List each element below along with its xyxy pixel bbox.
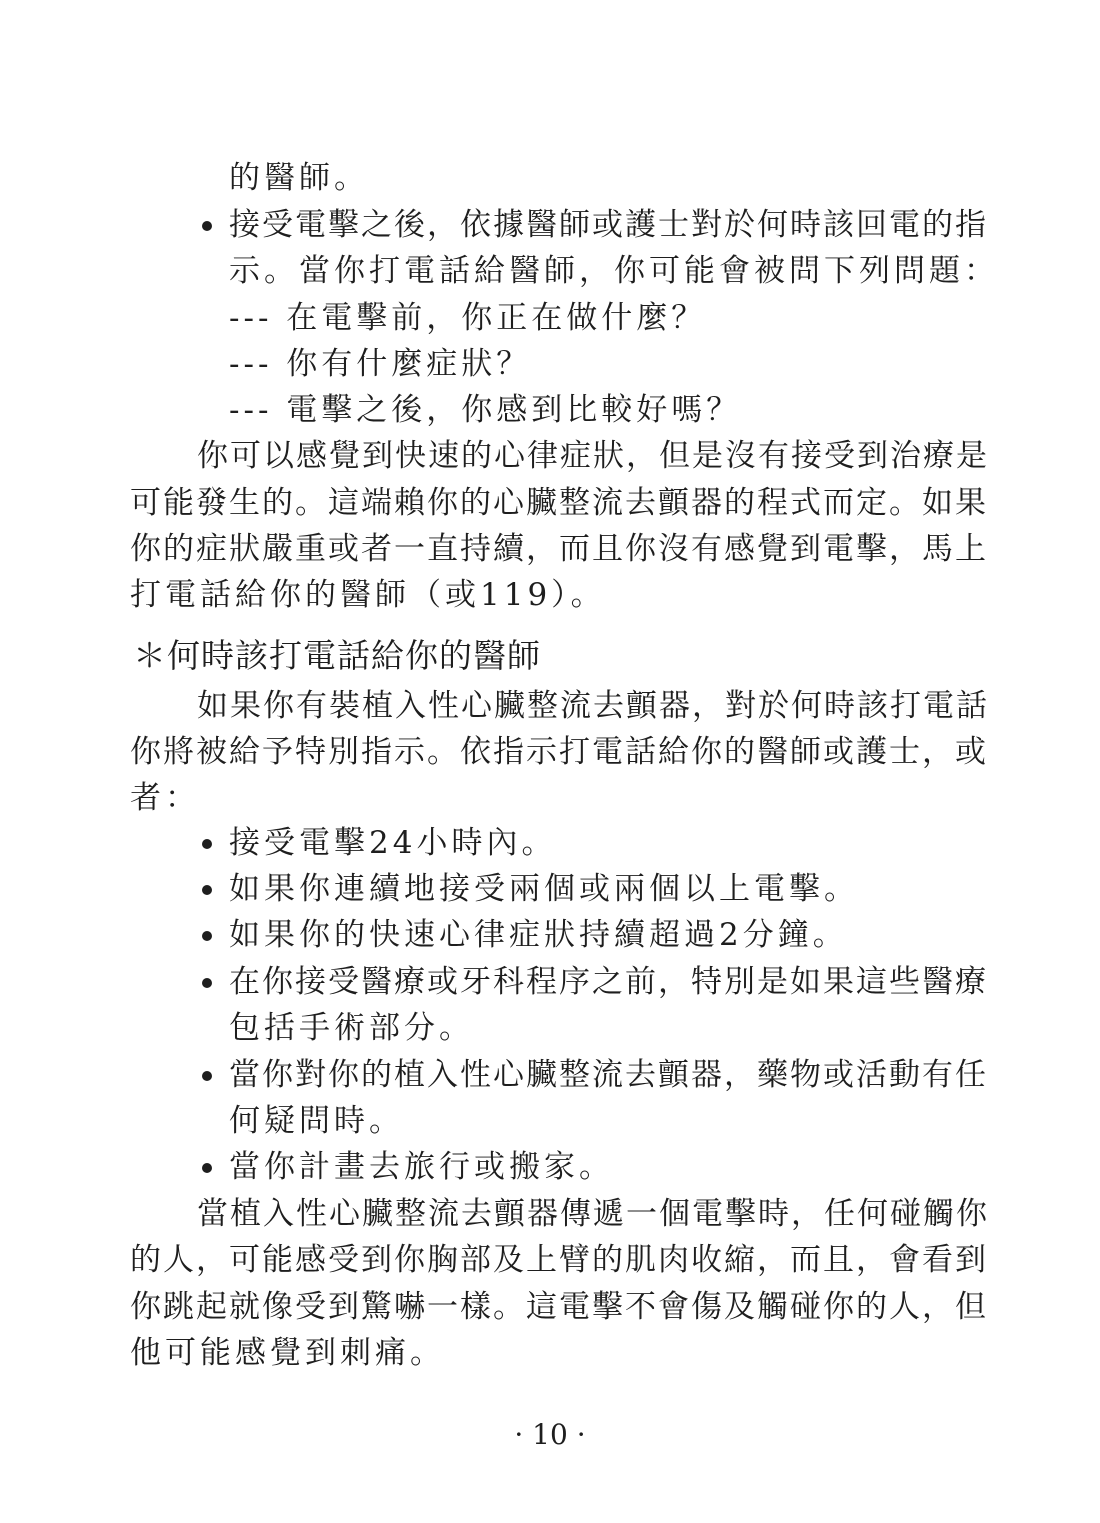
paragraph-line: 你的症狀嚴重或者一直持續，而且你沒有感覺到電擊，馬上 (130, 531, 988, 567)
paragraph-line: 你可以感覺到快速的心律症狀，但是沒有接受到治療是 (197, 438, 989, 474)
bullet-icon (202, 885, 212, 895)
paragraph-line: 可能發生的。這端賴你的心臟整流去顫器的程式而定。如果 (130, 485, 988, 521)
paragraph-line: 的人，可能感受到你胸部及上臂的肌肉收縮，而且，會看到 (130, 1242, 988, 1278)
bullet-text: 接受電擊24小時內。 (229, 825, 557, 861)
bullet-text: 何疑問時。 (229, 1103, 404, 1139)
bullet-icon (202, 1071, 212, 1081)
bullet-icon (202, 221, 212, 231)
bullet-text: 在你接受醫療或牙科程序之前，特別是如果這些醫療 (229, 964, 988, 1000)
bullet-icon (202, 931, 212, 941)
page-number: · 10 · (514, 1418, 586, 1451)
bullet-icon (202, 978, 212, 988)
bullet-text: 當你對你的植入性心臟整流去顫器，藥物或活動有任 (229, 1057, 988, 1093)
question-line: --- 電擊之後，你感到比較好嗎？ (229, 392, 742, 428)
paragraph-line: 如果你有裝植入性心臟整流去顫器，對於何時該打電話 (197, 688, 989, 724)
question-line: --- 在電擊前，你正在做什麼？ (229, 300, 707, 336)
question-line: --- 你有什麼症狀？ (229, 346, 532, 382)
paragraph-line: 者： (130, 780, 200, 816)
bullet-text: 如果你的快速心律症狀持續超過2分鐘。 (229, 917, 848, 953)
bullet-text: 當你計畫去旅行或搬家。 (229, 1149, 614, 1185)
paragraph-line: 當植入性心臟整流去顫器傳遞一個電擊時，任何碰觸你 (197, 1196, 989, 1232)
bullet-text: 示。當你打電話給醫師，你可能會被問下列問題： (229, 253, 999, 289)
bullet-icon (202, 839, 212, 849)
section-heading: ＊何時該打電話給你的醫師 (133, 636, 541, 675)
paragraph-line: 他可能感覺到刺痛。 (130, 1335, 445, 1371)
bullet-text: 如果你連續地接受兩個或兩個以上電擊。 (229, 871, 859, 907)
text-line: 的醫師。 (229, 160, 369, 196)
paragraph-line: 你跳起就像受到驚嚇一樣。這電擊不會傷及觸碰你的人，但 (130, 1289, 988, 1325)
paragraph-line: 打電話給你的醫師（或119）。 (130, 577, 606, 613)
bullet-text: 接受電擊之後，依據醫師或護士對於何時該回電的指 (229, 207, 988, 243)
bullet-text: 包括手術部分。 (229, 1010, 474, 1046)
paragraph-line: 你將被給予特別指示。依指示打電話給你的醫師或護士，或 (130, 734, 988, 770)
bullet-icon (202, 1163, 212, 1173)
